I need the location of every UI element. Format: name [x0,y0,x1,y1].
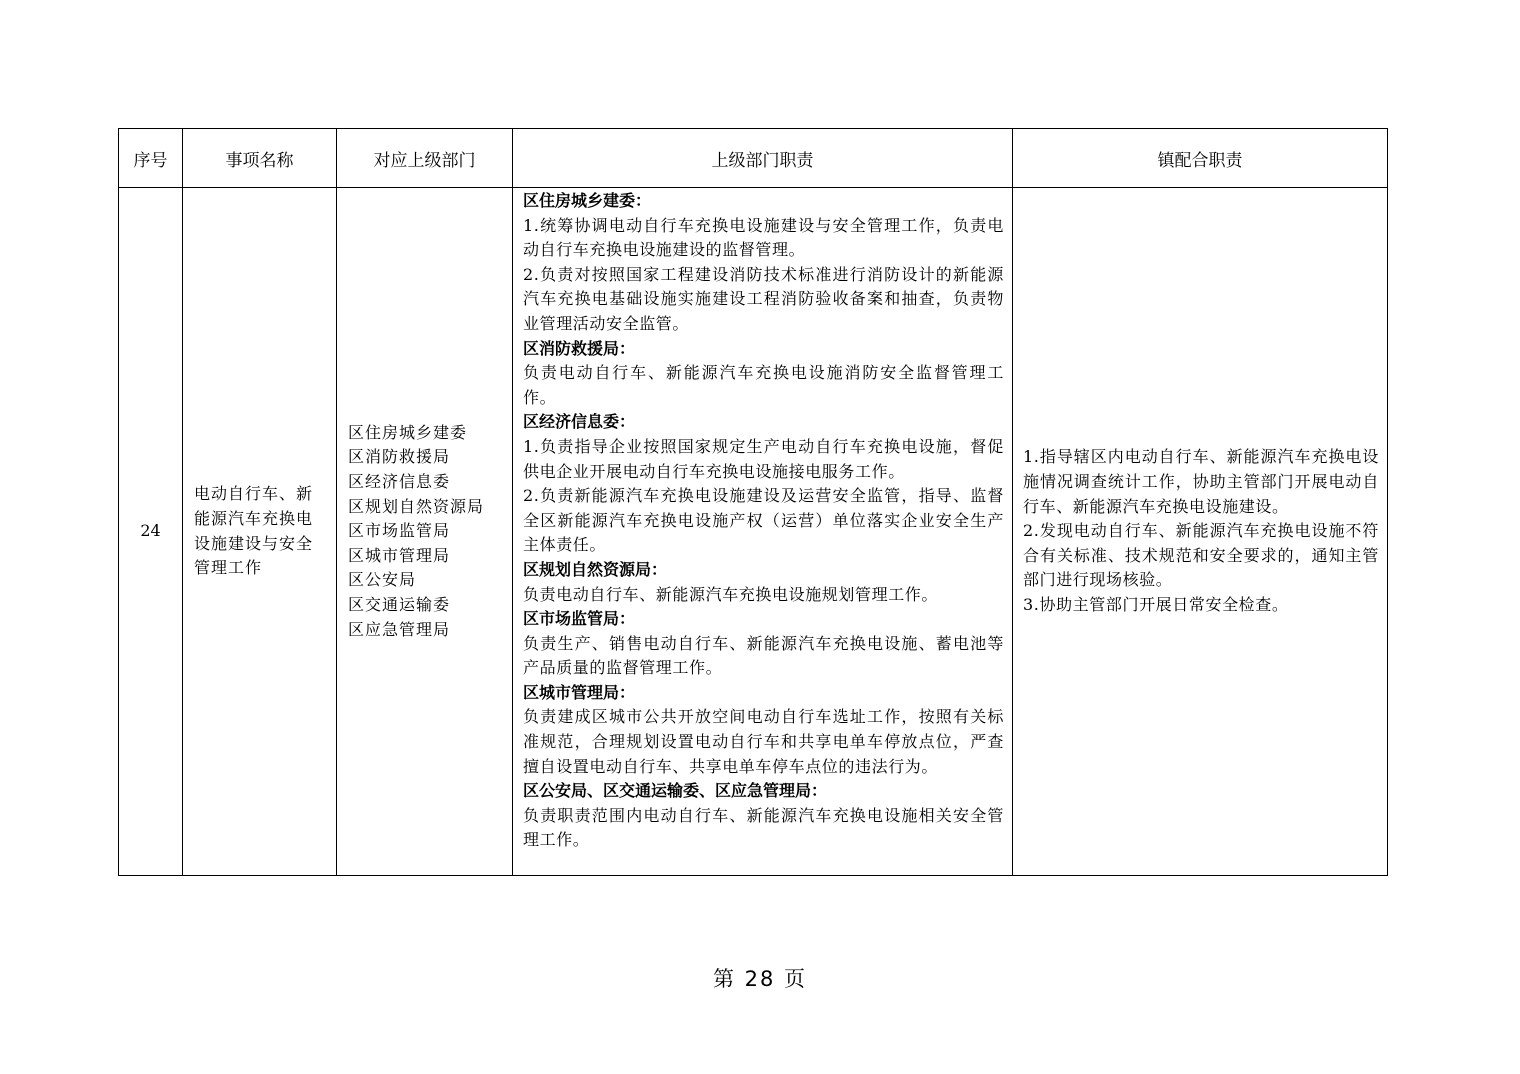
department-item: 区经济信息委 [348,472,451,492]
duty-text: 负责电动自行车、新能源汽车充换电设施规划管理工作。 [523,584,939,604]
duty-text: 负责职责范围内电动自行车、新能源汽车充换电设施相关安全管理工作。 [523,805,1004,850]
row-number: 24 [119,188,183,876]
duty-text: 1.负责指导企业按照国家规定生产电动自行车充换电设施，督促供电企业开展电动自行车充换电设施接电服务工作。 [523,436,1004,481]
department-item: 区消防救援局 [348,447,451,467]
header-upper-duties: 上级部门职责 [513,129,1013,188]
department-item: 区规划自然资源局 [348,496,485,516]
row-departments [337,188,513,876]
header-town-duties: 镇配合职责 [1013,129,1388,188]
header-number: 序号 [119,129,183,188]
table-row [119,188,1388,876]
header-item-name: 事项名称 [183,129,337,188]
duty-department-heading: 区住房城乡建委： [523,191,652,210]
duty-department-heading: 区经济信息委： [523,412,636,432]
duty-department-heading: 区公安局、区交通运输委、区应急管理局： [523,781,828,801]
town-duty-item: 1.指导辖区内电动自行车、新能源汽车充换电设施情况调查统计工作，协助主管部门开展电动自行车、新能源汽车充换电设施建设。 [1023,447,1379,516]
duty-department-heading: 区城市管理局： [523,682,636,702]
duty-text: 1.统筹协调电动自行车充换电设施建设与安全管理工作，负责电动自行车充换电设施建设的监督管理。 [523,215,1004,260]
duty-text: 负责建成区城市公共开放空间电动自行车选址工作，按照有关标准规范，合理规划设置电动自行车和共享电单车停放点位，严查擅自设置电动自行车、共享电单车停车点位的违法行为。 [523,707,1004,776]
header-upper-department: 对应上级部门 [337,129,513,188]
row-town-duties [1013,188,1388,876]
department-item: 区交通运输委 [348,594,451,614]
row-upper-duties [513,188,1013,876]
duty-department-heading: 区市场监管局： [523,609,636,629]
department-item: 区城市管理局 [348,545,451,565]
duty-text: 2.负责新能源汽车充换电设施建设及运营安全监管，指导、监督全区新能源汽车充换电设施产权（运营）单位落实企业安全生产主体责任。 [523,486,1004,555]
department-item: 区应急管理局 [348,619,451,639]
department-item: 区公安局 [348,570,417,590]
duty-text: 负责生产、销售电动自行车、新能源汽车充换电设施、蓄电池等产品质量的监督管理工作。 [523,633,1004,678]
department-item: 区市场监管局 [348,521,451,541]
table-header-row [119,129,1388,188]
row-item-name: 电动自行车、新能源汽车充换电设施建设与安全管理工作 [183,188,337,876]
town-duty-item: 3.协助主管部门开展日常安全检查。 [1023,594,1289,614]
duty-department-heading: 区规划自然资源局： [523,559,668,579]
town-duty-item: 2.发现电动自行车、新能源汽车充换电设施不符合有关标准、技术规范和安全要求的，通知主管部门进行现场核验。 [1023,521,1379,590]
duty-text: 负责电动自行车、新能源汽车充换电设施消防安全监督管理工作。 [523,363,1004,407]
page-number: 第 28 页 [712,967,808,991]
duty-text: 2.负责对按照国家工程建设消防技术标准进行消防设计的新能源汽车充换电基础设施实施建设工程消防验收备案和抽查，负责物业管理活动安全监管。 [523,264,1004,333]
department-item: 区住房城乡建委 [348,422,468,442]
responsibility-table [118,128,1388,876]
duty-department-heading: 区消防救援局： [523,338,636,358]
